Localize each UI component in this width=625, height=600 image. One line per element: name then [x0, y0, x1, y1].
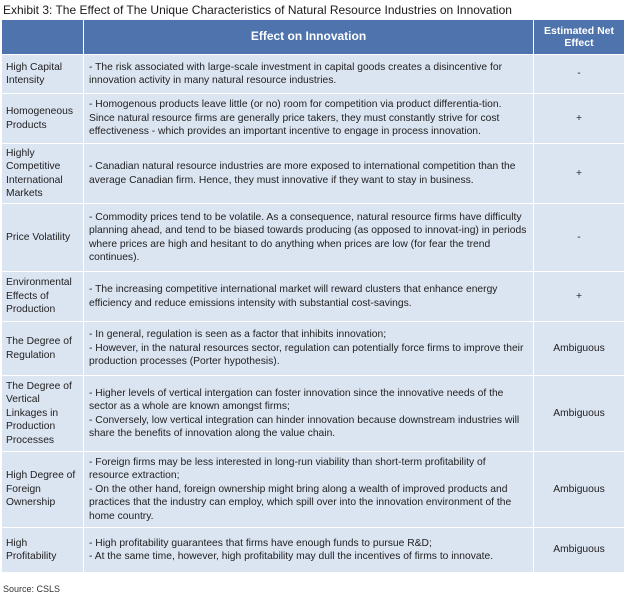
- row-net-effect: -: [534, 55, 625, 94]
- table-row: [2, 322, 625, 376]
- row-characteristic: Highly Competitive International Markets: [2, 144, 84, 204]
- table-body: [2, 55, 625, 573]
- row-characteristic: High Capital Intensity: [2, 55, 84, 94]
- row-characteristic: Price Volatility: [2, 204, 84, 272]
- row-effect: [84, 322, 534, 376]
- row-characteristic: High Degree of Foreign Ownership: [2, 452, 84, 528]
- effect-line: - Conversely, low vertical integration can hinder innovation because downstream industries will share the benefits of innovation along the value chain.: [89, 414, 520, 439]
- row-net-effect: +: [534, 272, 625, 322]
- effect-line: - High profitability guarantees that firms have enough funds to pursue R&D;: [89, 537, 432, 549]
- effect-line: - The increasing competitive international market will reward clusters that enhance energy efficiency and reduce emissions intensity with substantial cost-savings.: [89, 284, 498, 309]
- table-row: [2, 204, 625, 272]
- effect-line: - However, in the natural resources sector, regulation can potentially force firms to improve their production processes (Porter hypothesis).: [89, 342, 524, 368]
- table-row: [2, 55, 625, 94]
- effect-line: - Commodity prices tend to be volatile. As a consequence, natural resource firms have difficulty planning ahead, and tend to be biased towards producing (as opposed to innovat-ing) in periods where prices are high and hesitant to do anything when prices are low (for fear the trend continues).: [89, 211, 527, 263]
- effect-line: - At the same time, however, high profitability may dull the incentives of firms to innovate.: [89, 551, 494, 562]
- row-effect: [84, 94, 534, 144]
- row-characteristic: The Degree of Vertical Linkages in Production Processes: [2, 376, 84, 452]
- row-net-effect: Ambiguous: [534, 376, 625, 452]
- row-net-effect: -: [534, 204, 625, 272]
- row-characteristic: High Profitability: [2, 528, 84, 573]
- table-row: [2, 528, 625, 573]
- effect-line: - The risk associated with large-scale investment in capital goods creates a disincentive for innovation activity in many natural resource industries.: [89, 61, 503, 86]
- row-net-effect: Ambiguous: [534, 528, 625, 573]
- row-effect: [84, 144, 534, 204]
- row-effect: [84, 204, 534, 272]
- innovation-effects-table: [1, 19, 625, 573]
- effect-line: - Canadian natural resource industries are more exposed to international competition than the average Canadian firm. Hence, they must innovative if they want to stay in business.: [89, 161, 516, 186]
- effect-line: - Foreign firms may be less interested in long-run viability than short-term profitability of resource extraction;: [89, 456, 486, 482]
- table-row: [2, 144, 625, 204]
- row-effect: [84, 376, 534, 452]
- table-row: [2, 272, 625, 322]
- row-net-effect: Ambiguous: [534, 452, 625, 528]
- table-row: [2, 94, 625, 144]
- row-characteristic: Homogeneous Products: [2, 94, 84, 144]
- row-net-effect: +: [534, 144, 625, 204]
- row-effect: [84, 272, 534, 322]
- table-row: [2, 376, 625, 452]
- effect-line: - In general, regulation is seen as a factor that inhibits innovation;: [89, 329, 387, 341]
- exhibit-title: Exhibit 3: The Effect of The Unique Characteristics of Natural Resource Industries on Innovation: [3, 3, 512, 17]
- row-characteristic: Environmental Effects of Production: [2, 272, 84, 322]
- effect-line: - Higher levels of vertical intergation can foster innovation since the innovative needs of the sector as a whole are known amongst firms;: [89, 387, 504, 413]
- effect-line: - On the other hand, foreign ownership might bring along a wealth of improved products and practices that the industry can employ, which spill over into the innovation environment of the home country.: [89, 483, 512, 522]
- row-effect: [84, 452, 534, 528]
- header-estimated-net-effect: Estimated Net Effect: [534, 20, 625, 55]
- header-effect-on-innovation: Effect on Innovation: [84, 20, 534, 55]
- row-characteristic: The Degree of Regulation: [2, 322, 84, 376]
- table-header-row: [2, 20, 625, 55]
- source-note: Source: CSLS: [3, 584, 61, 594]
- table-row: [2, 452, 625, 528]
- effect-line: - Homogenous products leave little (or no) room for competition via product differentia-tion. Since natural resource firms are generally price takers, they must constantly strive for cost effectiveness - which provides an important incentive to engage in process innovation.: [89, 99, 502, 138]
- row-effect: [84, 528, 534, 573]
- row-effect: [84, 55, 534, 94]
- row-net-effect: Ambiguous: [534, 322, 625, 376]
- row-net-effect: +: [534, 94, 625, 144]
- header-characteristic: [2, 20, 84, 55]
